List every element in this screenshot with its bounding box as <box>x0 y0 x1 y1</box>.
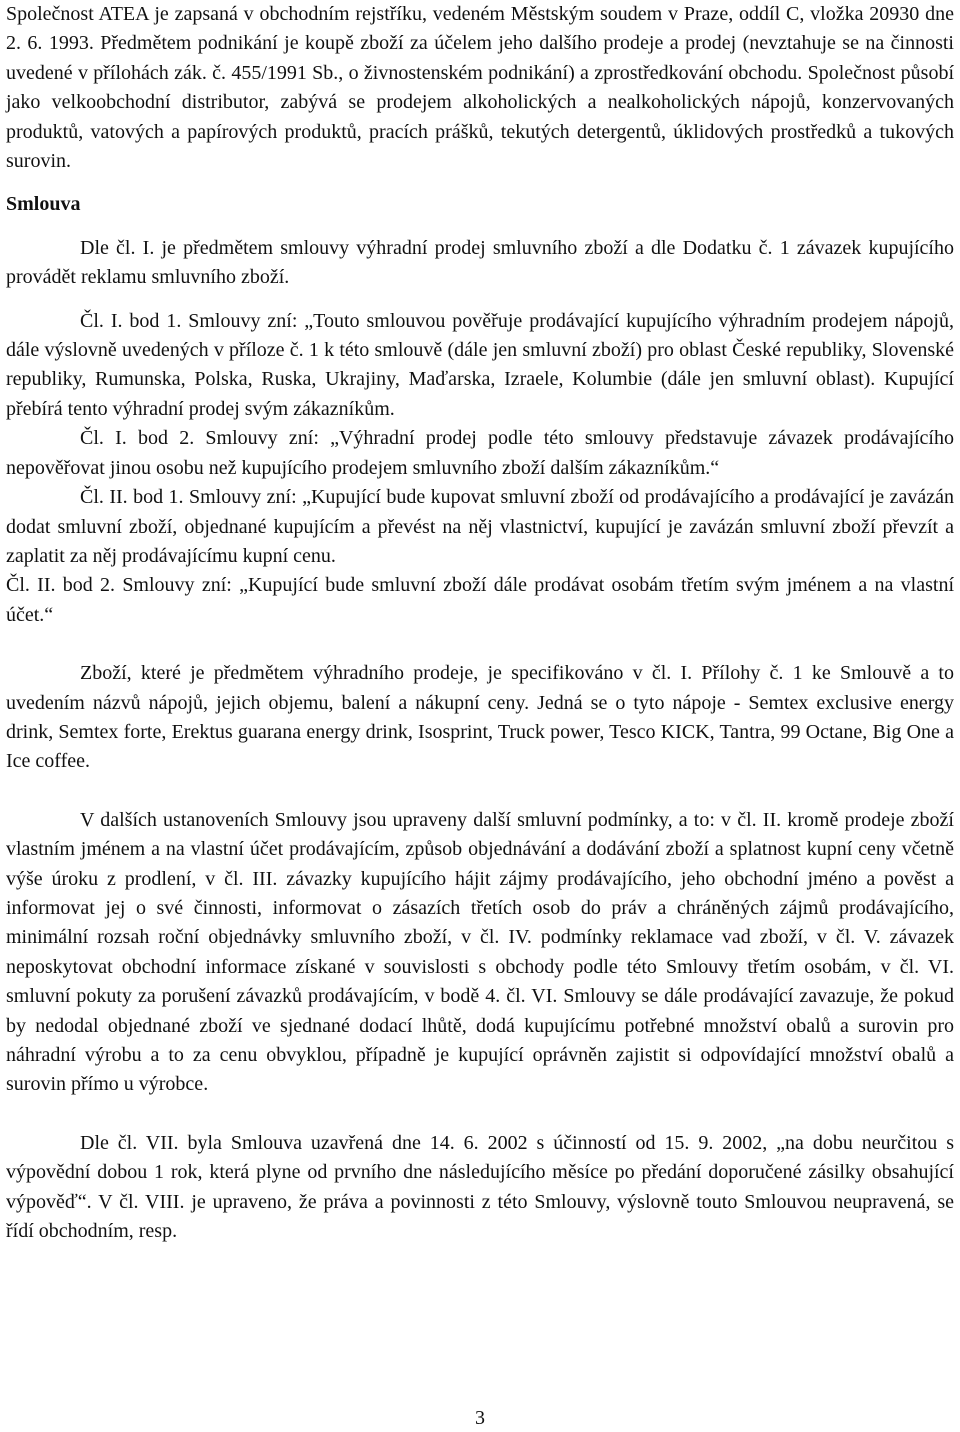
paragraph-art1-point1: Čl. I. bod 1. Smlouvy zní: „Touto smlouvou pověřuje prodávající kupujícího výhradním prodejem nápojů, dále výslovně uvedených v příloze č. 1 k této smlouvě (dále jen smluvní zboží) pro oblast České republiky, Slovenské republiky, Rumunska, Polska, Ruska, Ukrajiny, Maďarska, Izraele, Kolumbie (dále jen smluvní oblast). Kupující přebírá tento výhradní prodej svým zákazníkům. <box>6 309 954 420</box>
paragraph-subject: Dle čl. I. je předmětem smlouvy výhradní prodej smluvního zboží a dle Dodatku č. 1 závazek kupujícího provádět reklamu smluvního zboží. <box>6 236 954 289</box>
paragraph-art1-point2: Čl. I. bod 2. Smlouvy zní: „Výhradní prodej podle této smlouvy představuje závazek prodávajícího nepověřovat jinou osobu než kupujícího prodejem smluvního zboží dalším zákazníkům.“ <box>6 427 954 479</box>
paragraph-conclusion: Dle čl. VII. byla Smlouva uzavřená dne 14. 6. 2002 s účinností od 15. 9. 2002, „na dobu neurčitou s výpovědní dobou 1 rok, která plyne od prvního dne následujícího měsíce po předání doporučené zásilky obsahující výpověď“. V čl. VIII. je upraveno, že práva a povinnosti z této Smlouvy, výslovně touto Smlouvou neupravená, se řídí obchodním, resp. <box>6 1131 954 1243</box>
paragraph-goods-spec: Zboží, které je předmětem výhradního prodeje, je specifikováno v čl. I. Přílohy č. 1 ke Smlouvě a to uvedením názvů nápojů, jejich objemu, balení a nákupní ceny. Jedná se o tyto nápoje - Semtex exclusive energy drink, Semtex forte, Erektus guarana energy drink, Isosprint, Truck power, Tesco KICK, Tantra, 99 Octane, Big One a Ice coffee. <box>6 662 954 773</box>
paragraph-art2-point1: Čl. II. bod 1. Smlouvy zní: „Kupující bude kupovat smluvní zboží od prodávajícího a prodávající je zavázán dodat smluvní zboží, objednané kupujícím a převést na něj vlastnictví, kupující je zavázán smluvní zboží převzít a zaplatit za něj prodávajícímu kupní cenu. <box>6 486 954 567</box>
page-number: 3 <box>475 1407 485 1429</box>
paragraph-art2-point2: Čl. II. bod 2. Smlouvy zní: „Kupující bude smluvní zboží dále prodávat osobám třetím svým jménem a na vlastní účet.“ <box>6 574 954 626</box>
section-heading: Smlouva <box>6 193 81 216</box>
intro-paragraph: Společnost ATEA je zapsaná v obchodním rejstříku, vedeném Městským soudem v Praze, oddíl C, vložka 20930 dne 2. 6. 1993. Předmětem podnikání je koupě zboží za účelem jeho dalšího prodeje a prodej (nevztahuje se na činnosti uvedené v přílohách zák. č. 455/1991 Sb., o živnostenském podnikání) a zprostředkování obchodu. Společnost působí jako velkoobchodní distributor, zabývá se prodejem alkoholických a nealkoholických nápojů, konzervovaných produktů, vatových a papírových produktů, pracích prášků, tekutých detergentů, úklidových prostředků a tukových surovin. <box>6 3 954 173</box>
document-page <box>6 0 954 1246</box>
paragraph-other-terms: V dalších ustanoveních Smlouvy jsou upraveny další smluvní podmínky, a to: v čl. II. kromě prodeje zboží vlastním jménem a na vlastní účet prodávajícím, způsob objednávání a dodávání zboží a splatnost kupní ceny včetně výše úroku z prodlení, v čl. III. závazky kupujícího hájit zájmy prodávajícího, jeho obchodní jméno a pověst a informovat jej o své činnosti, informovat o zásazích třetích osob do práv a chráněných zájmů prodávajícího, minimální rozsah roční objednávky smluvního zboží, v čl. IV. podmínky reklamace vad zboží, v čl. V. závazek neposkytovat obchodní informace získané v souvislosti s obchody podle této Smlouvy třetím osobám, v čl. VI. smluvní pokuty za porušení závazků prodávajícím, v bodě 4. čl. VI. Smlouvy se dále prodávající zavazuje, že pokud by nedodal objednané zboží ve sjednané dodací lhůtě, dodá kupujícímu potřebné množství obalů a surovin pro náhradní výrobu a to za cenu obvyklou, případně je kupující oprávněn zajistit si odpovídající množství obalů a surovin přímo u výrobce. <box>6 808 954 1096</box>
